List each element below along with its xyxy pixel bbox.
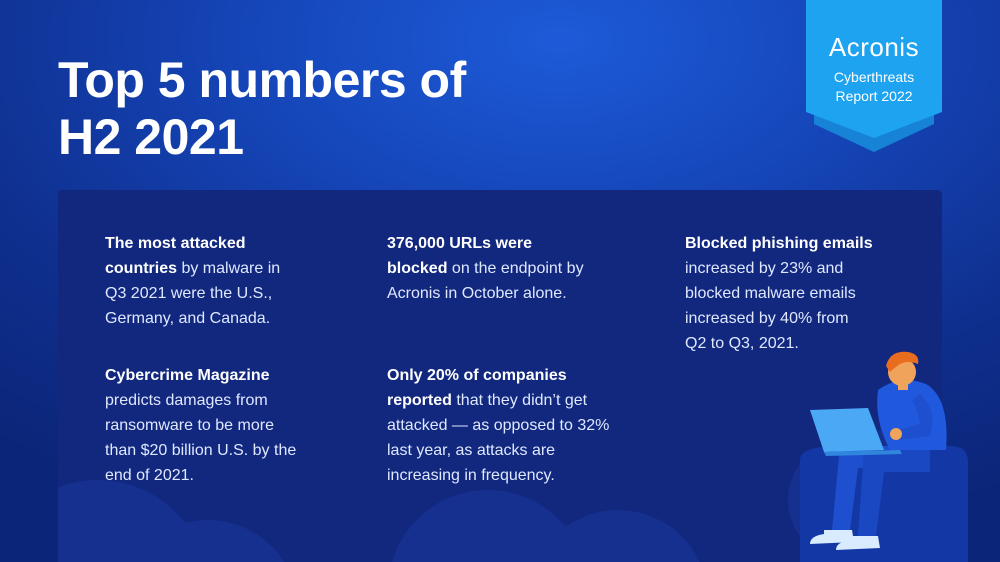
stat-blocked-urls: 376,000 URLs were blocked on the endpoint by Acronis in October alone. (387, 235, 584, 302)
title-line-2: H2 2021 (58, 109, 244, 165)
title-line-1: Top 5 numbers of (58, 52, 466, 108)
stat-ransomware-damages: Cybercrime Magazine predicts damages from ransomware to be more than $20 billion U.S. by the end of 2021. (105, 367, 297, 484)
badge-line-1: Cyberthreats (833, 69, 915, 85)
acronis-logo: Acronis (828, 32, 920, 62)
stat-blocked-phishing-emails: Blocked phishing emails increased by 23% and blocked malware emails increased by 40% from Q2 to Q3, 2021. (685, 235, 873, 352)
person-with-laptop-illustration (780, 350, 970, 562)
stat-most-attacked-countries: The most attacked countries by malware in Q3 2021 were the U.S., Germany, and Canada. (105, 235, 281, 327)
stat-companies-reported: Only 20% of companies reported that they didn’t get attacked — as opposed to 32% last year, as attacks are increasing in frequency. (387, 367, 610, 484)
badge-line-2: Report 2022 (835, 88, 913, 104)
report-badge (806, 0, 942, 152)
page-title (58, 52, 578, 166)
